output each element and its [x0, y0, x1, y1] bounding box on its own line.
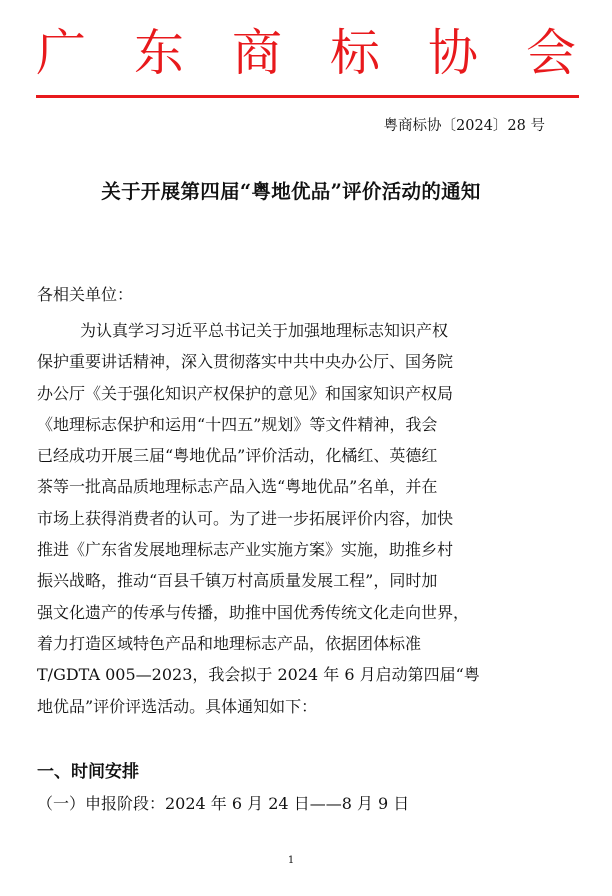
body-line-text: T/GDTA 005—2023，我会拟于 2024 年 6 月启动第四届“粤: [37, 665, 480, 685]
body-line-text: 已经成功开展三届“粤地优品”评价活动，化橘红、英德红: [37, 446, 438, 466]
body-line: [37, 628, 553, 659]
body-line-text: 办公厅《关于强化知识产权保护的意见》和国家知识产权局: [37, 383, 454, 403]
body-line: [37, 597, 553, 628]
masthead-char: 协: [428, 24, 478, 82]
body-line-text: 振兴战略，推动“百县千镇万村高质量发展工程”，同时加: [37, 571, 438, 591]
document-title: 关于开展第四届“粤地优品”评价活动的通知: [101, 180, 481, 203]
body-line-text: 着力打造区域特色产品和地理标志产品，依据团体标准: [37, 633, 422, 653]
body-line: [37, 346, 553, 377]
red-divider-rule: [36, 95, 579, 98]
body-line: [37, 409, 553, 440]
body-line: [37, 315, 553, 346]
salutation: 各相关单位：: [37, 285, 134, 304]
body-line: [37, 503, 553, 534]
masthead-char: 商: [232, 24, 282, 82]
body-line-text: 茶等一批高品质地理标志产品入选“粤地优品”名单，并在: [37, 477, 438, 497]
body-line-text: 市场上获得消费者的认可。为了进一步拓展评价内容，加快: [37, 508, 454, 528]
body-line: [37, 440, 553, 471]
schedule-sub-item: （一）申报阶段：2024 年 6 月 24 日——8 月 9 日: [37, 794, 410, 813]
masthead-char: 东: [134, 24, 184, 82]
masthead-char: 广: [36, 24, 86, 82]
body-line-text: 地优品”评价评选活动。具体通知如下：: [37, 696, 318, 716]
body-line-text: 《地理标志保护和运用“十四五”规划》等文件精神，我会: [37, 414, 438, 434]
document-number: 粤商标协〔2024〕28 号: [383, 118, 545, 134]
body-line-text: 保护重要讲话精神，深入贯彻落实中共中央办公厅、国务院: [37, 352, 454, 372]
body-line-text: 强文化遗产的传承与传播，助推中国优秀传统文化走向世界，: [37, 602, 470, 622]
body-line: [37, 691, 553, 722]
body-line: [37, 534, 553, 565]
org-masthead: [36, 22, 576, 84]
page-number: 1: [287, 855, 295, 866]
body-line: [37, 565, 553, 596]
body-line-text: 为认真学习习近平总书记关于加强地理标志知识产权: [80, 321, 449, 340]
body-line: [37, 659, 553, 690]
body-line: [37, 378, 553, 409]
body-paragraph: [37, 315, 553, 722]
body-line: [37, 471, 553, 502]
body-line-text: 推进《广东省发展地理标志产业实施方案》实施，助推乡村: [37, 540, 454, 560]
masthead-char: 标: [330, 24, 380, 82]
masthead-char: 会: [526, 24, 576, 82]
section-heading: 一、时间安排: [37, 762, 139, 782]
